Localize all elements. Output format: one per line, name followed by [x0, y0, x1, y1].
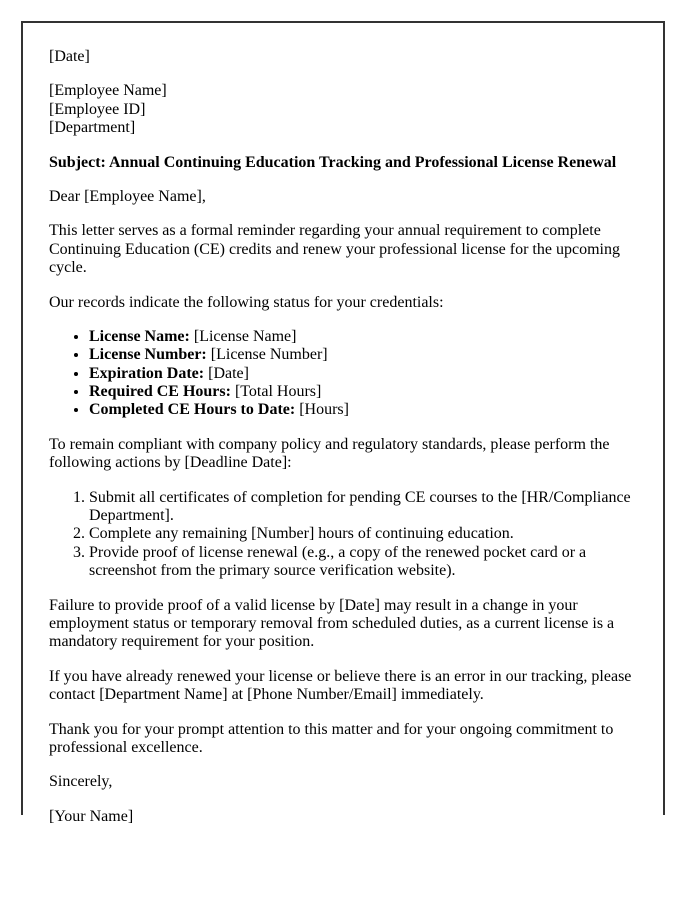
thanks-paragraph: Thank you for your prompt attention to this matter and for your ongoing commitment to professional excellence. [49, 720, 614, 756]
records-intro: Our records indicate the following status for your credentials: [49, 293, 444, 311]
consequence-paragraph: Failure to provide proof of a valid license by [Date] may result in a change in your employment status or temporary removal from scheduled duties, as a current license is a mandatory requirement for your position. [49, 596, 615, 651]
credential-label: Completed CE Hours to Date: [89, 401, 296, 419]
contact-paragraph: If you have already renewed your license or believe there is an error in our tracking, please contact [Department Name] at [Phone Number/Email] immediately. [49, 667, 632, 704]
credentials-list [49, 328, 637, 420]
recipient-name-line: [Employee Name] [49, 82, 167, 100]
credential-value: [Total Hours] [234, 383, 322, 401]
recipient-block [49, 82, 637, 137]
closing-line: Sincerely, [49, 773, 113, 791]
intro-paragraph: This letter serves as a formal reminder regarding your annual requirement to complete Continuing Education (CE) credits and renew your professional license for the upcoming cycle. [49, 222, 620, 277]
signature-line: [Your Name] [49, 807, 134, 825]
credential-value: [Date] [208, 364, 249, 382]
credential-label: License Name: [89, 327, 190, 345]
letter-document [21, 21, 665, 825]
action-item: 2. Complete any remaining [Number] hours of continuing education. [89, 525, 637, 543]
credential-item [89, 383, 637, 401]
date-line: [Date] [49, 48, 90, 65]
action-item: 1. Submit all certificates of completion for pending CE courses to the [HR/Compliance Department]. [89, 489, 637, 526]
credential-label: Required CE Hours: [89, 383, 231, 401]
credential-label: Expiration Date: [89, 364, 205, 382]
recipient-id-line: [Employee ID] [49, 100, 146, 118]
credential-item [89, 346, 637, 364]
credential-value: [License Name] [193, 327, 297, 345]
credential-value: [Hours] [299, 401, 349, 419]
action-item: 3. Provide proof of license renewal (e.g., a copy of the renewed pocket card or a screenshot from the primary source verification website). [89, 544, 637, 581]
subject-line: Subject: Annual Continuing Education Tracking and Professional License Renewal [49, 153, 617, 171]
salutation: Dear [Employee Name], [49, 187, 206, 205]
actions-list [49, 489, 637, 581]
credential-item [89, 328, 637, 346]
recipient-department-line: [Department] [49, 119, 136, 137]
credential-item [89, 401, 637, 419]
credential-item [89, 365, 637, 383]
credential-value: [License Number] [210, 346, 328, 364]
actions-intro: To remain compliant with company policy and regulatory standards, please perform the following actions by [Deadline Date]: [49, 435, 610, 472]
credential-label: License Number: [89, 346, 207, 364]
